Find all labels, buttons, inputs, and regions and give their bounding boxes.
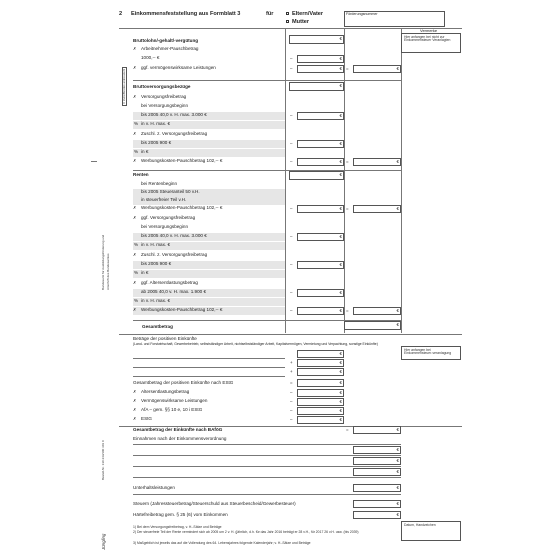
- versorgung-row-8-label: Werbungskosten-Pauschbetrag 102,-- €: [141, 158, 223, 163]
- positive-field-2[interactable]: €: [297, 359, 344, 367]
- section-number: 2: [119, 11, 123, 17]
- notes-text-1: Hier anfangen bei nicht zur Einkommensteuer Veranlagten: [404, 35, 451, 43]
- left-note-1: Bundesamt für Ausbildungsförderung und: [101, 234, 105, 290]
- versorgung-freibetrag-field[interactable]: €: [297, 112, 344, 120]
- versorgung-row-1-label: Versorgungsfreibetrag: [141, 94, 187, 99]
- renten-row-15-label: Werbungskosten-Pauschbetrag 102,-- €: [141, 307, 223, 312]
- renten-row-9-label: Zuschl. z. Versorgungsfreibetrag: [141, 252, 208, 257]
- einnahmen-field-2[interactable]: €: [353, 457, 401, 465]
- versorgung-row-4: [133, 121, 285, 129]
- renten-row-9-marker: ✗: [133, 252, 137, 257]
- versorgung-amount-field[interactable]: €: [289, 82, 344, 91]
- foerderungsnummer-label: Förderungsnummer: [346, 12, 378, 16]
- notes-box-1: [401, 33, 461, 53]
- brutto-row-2: [133, 55, 285, 63]
- rule-4: [119, 334, 462, 335]
- einnahmen-rule-4: [133, 477, 401, 478]
- unterhalt-field[interactable]: €: [353, 484, 401, 492]
- renten-row-15: [133, 307, 285, 315]
- positive-plus-1: +: [290, 360, 293, 365]
- brutto-row-3: [133, 65, 285, 73]
- positive-field-3[interactable]: €: [297, 368, 344, 376]
- rule-2: [133, 170, 401, 171]
- renten-row-5-label: ggf. Versorgungsfreibetrag: [141, 215, 196, 220]
- renten-row-9: [133, 252, 285, 260]
- brutto-title: Bruttolohn/-gehalt/-vergütung: [133, 38, 199, 43]
- renten-row-5: [133, 215, 285, 223]
- unterhalt-rule: [133, 494, 401, 495]
- column-divider-3: [401, 28, 402, 333]
- renten-row-11: [133, 270, 285, 278]
- renten-row-15-marker: ✗: [133, 307, 137, 312]
- versorgung-equals: =: [346, 159, 349, 164]
- renten-row-8: [133, 242, 285, 250]
- einnahmen-label: Einnahmen nach der Einkommensverordnung: [133, 436, 227, 441]
- positive-row-4-marker: ✗: [133, 416, 137, 421]
- renten-row-13: [133, 289, 285, 297]
- positive-gesamt-field[interactable]: €: [297, 379, 344, 387]
- positive-minus-1: –: [290, 390, 293, 395]
- positive-vl-field[interactable]: €: [297, 398, 344, 406]
- renten-amount-field[interactable]: €: [289, 171, 344, 180]
- renten-row-4-label: Werbungskosten-Pauschbetrag 102,-- €: [141, 205, 223, 210]
- versorgung-row-2: [133, 103, 285, 111]
- positive-row-2-marker: ✗: [133, 398, 137, 403]
- mutter-label: Mutter: [292, 19, 310, 25]
- eltern-checkbox[interactable]: [286, 12, 289, 15]
- versorgung-row-7-label: in €: [141, 149, 149, 154]
- einnahmen-rule-2: [133, 455, 401, 456]
- renten-minus-5: –: [290, 308, 293, 313]
- positive-title: Beträge der positiven Einkünfte: [133, 336, 197, 341]
- foerderungsnummer-field[interactable]: [344, 11, 445, 27]
- rule-1: [133, 80, 401, 81]
- positive-plus-2: +: [290, 369, 293, 374]
- renten-row-11-marker: %: [134, 270, 139, 275]
- brutto-result-field[interactable]: €: [353, 65, 401, 73]
- steuern-field[interactable]: €: [353, 500, 401, 508]
- versorgung-minus-1: –: [290, 113, 293, 118]
- versorgung-row-3-label: bis 2005 40,0 v. H. max. 3.000 €: [141, 112, 207, 117]
- renten-row-2: [133, 189, 285, 197]
- brutto-vl-field[interactable]: €: [297, 65, 344, 73]
- publisher-mark: Jüngling: [101, 533, 106, 550]
- einnahmen-field-1[interactable]: €: [353, 446, 401, 454]
- versorgung-row-4-marker: %: [134, 121, 139, 126]
- renten-row-2-label: bis 2005 Steueranteil 50 v.H.: [141, 189, 200, 194]
- steuern-label: Steuern (Jahressteuerbetrag/Steuerschuld aus Steuerbescheid/Gewerbesteuer): [133, 501, 296, 506]
- gesamtbetrag-label: Gesamtbetrag: [142, 324, 173, 329]
- renten-row-14-marker: %: [134, 298, 139, 303]
- positive-equals: =: [290, 380, 293, 385]
- renten-row-10: [133, 261, 285, 269]
- renten-result2-field[interactable]: €: [353, 307, 401, 315]
- brutto-row-1-label: Arbeitnehmer-Pauschbetrag: [141, 46, 199, 51]
- renten-row-11-label: in €: [141, 270, 149, 275]
- versorgung-zuschlag-field[interactable]: €: [297, 140, 344, 148]
- brutto-minus-2: –: [290, 66, 293, 71]
- fold-mark: [91, 161, 97, 162]
- brutto-minus-1: –: [290, 56, 293, 61]
- positive-row-2: [133, 398, 285, 406]
- zutreffendes-tag: X Zutreffendes ankreuzen!: [122, 68, 126, 104]
- brutto-row-3-marker: ✗: [133, 65, 137, 70]
- renten-minus-2: –: [290, 234, 293, 239]
- versorgung-row-5: [133, 131, 285, 139]
- brutto-row-3-label: ggf. vermögenswirksame Leistungen: [141, 65, 216, 70]
- versorgung-row-5-marker: ✗: [133, 131, 137, 136]
- renten-row-12-marker: ✗: [133, 280, 137, 285]
- versorgung-result-field[interactable]: €: [353, 158, 401, 166]
- haerte-field[interactable]: €: [353, 511, 401, 519]
- versorgung-title: Bruttoversorgungsbezüge: [133, 84, 191, 89]
- footnote-3: 3) Maßgeblich ist jeweils das auf die Vollendung des 64. Lebensjahres folgende Kalenderjahr; v. H.-Sätze und Beträge: [133, 541, 311, 545]
- renten-row-8-label: in v. H. max. €: [141, 242, 171, 247]
- versorgung-row-7-marker: %: [134, 149, 139, 154]
- versorgung-row-1: [133, 94, 285, 102]
- brutto-amount-field[interactable]: €: [289, 35, 344, 44]
- footnote-2: 2) Der steuerfreie Teil der Rente vermindert sich ab 2005 um 2 v. H. (jährlich, d.h. für das Jahr 2016 beträgt er 28 v.H., für 2017 26 v.H. usw. (bis 2039): [133, 530, 359, 534]
- renten-row-5-marker: ✗: [133, 215, 137, 220]
- versorgung-row-6-label: bis 2005 900 €: [141, 140, 172, 145]
- positive-minus-4: –: [290, 417, 293, 422]
- positive-row-3: [133, 407, 285, 415]
- positive-alters-field[interactable]: €: [297, 389, 344, 397]
- einnahmen-rule-1: [133, 444, 401, 445]
- column-divider-2: [344, 28, 345, 333]
- renten-equals: =: [346, 206, 349, 211]
- unterhalt-label: Unterhaltsleistungen: [133, 485, 175, 490]
- versorgung-row-8-marker: ✗: [133, 158, 137, 163]
- versorgung-row-6: [133, 140, 285, 148]
- left-note-3: Bestell-Nr. 130 243/100 301 0: [101, 440, 105, 480]
- renten-werbung-field[interactable]: €: [297, 205, 344, 213]
- mutter-checkbox[interactable]: [286, 20, 289, 23]
- positive-minus-3: –: [290, 408, 293, 413]
- pos-line-1: [133, 358, 285, 359]
- renten-row-12: [133, 280, 285, 288]
- left-note-2: Anschrift des Bundesamtes: [106, 253, 110, 290]
- versorgung-minus-3: –: [290, 159, 293, 164]
- positive-gesamt-label: Gesamtbetrag der positiven Einkünfte nach EStG: [133, 380, 234, 385]
- datum-box[interactable]: [401, 521, 461, 541]
- renten-minus-3: –: [290, 262, 293, 267]
- header-rule: [119, 28, 462, 29]
- renten-alters-field[interactable]: €: [297, 289, 344, 297]
- renten-row-8-marker: %: [134, 242, 139, 247]
- datum-label: Datum, Handzeichen: [404, 523, 436, 527]
- renten-row-14-label: in v. H. max. €: [141, 298, 171, 303]
- renten-row-1-label: bei Rentenbeginn: [141, 181, 178, 186]
- positive-row-1-marker: ✗: [133, 389, 137, 394]
- renten-row-7-label: bis 2005 40,0 v. H. max. 3.000 €: [141, 233, 207, 238]
- pos-line-2: [133, 367, 285, 368]
- einnahmen-rule-3: [133, 466, 401, 467]
- versorgung-row-2-label: bei Versorgungsbeginn: [141, 103, 188, 108]
- positive-afa-field[interactable]: €: [297, 407, 344, 415]
- versorgung-row-4-label: in v. H. max. €: [141, 121, 171, 126]
- versorgung-werbung-field[interactable]: €: [297, 158, 344, 166]
- einnahmen-field-3[interactable]: €: [353, 468, 401, 476]
- versorgung-row-1-marker: ✗: [133, 94, 137, 99]
- baf\u00f6g-gesamt-label: Gesamtbetrag der Einkünfte nach BAföG: [133, 427, 223, 432]
- renten-title: Renten: [133, 172, 149, 177]
- positive-row-4: [133, 416, 285, 424]
- positive-row-1-label: Altersentlastungsbetrag: [141, 389, 190, 394]
- renten-row-4: [133, 205, 285, 213]
- brutto-row-1: [133, 46, 285, 54]
- positive-row-3-marker: ✗: [133, 407, 137, 412]
- brutto-row-1-marker: ✗: [133, 46, 137, 51]
- renten-row-13-label: ab 2005 40,0 v. H. max. 1.900 €: [141, 289, 207, 294]
- versorgung-row-7: [133, 149, 285, 157]
- positive-row-4-label: EStG: [141, 416, 152, 421]
- brutto-equals: =: [346, 66, 349, 71]
- positive-row-3-label: AfA – gem. §§ 10 e, 10 i EStG: [141, 407, 203, 412]
- notes-box-2: [401, 346, 461, 360]
- bafoeg-equals: =: [346, 427, 349, 432]
- eltern-label: Eltern/Vater: [292, 11, 324, 17]
- renten-row-14: [133, 298, 285, 306]
- renten-row-4-marker: ✗: [133, 205, 137, 210]
- pos-line-3: [133, 376, 285, 377]
- positive-field-1[interactable]: €: [297, 350, 344, 358]
- versorgung-row-5-label: Zuschl. z. Versorgungsfreibetrag: [141, 131, 208, 136]
- renten-equals-2: =: [346, 308, 349, 313]
- column-divider-1: [285, 28, 286, 333]
- renten-row-7: [133, 233, 285, 241]
- renten-zuschlag-field[interactable]: €: [297, 261, 344, 269]
- footnote-1: 1) Bei dem Versorgungsfreibetrag, v. H.-Sätze und Beträge: [133, 525, 222, 529]
- brutto-row-2-label: 1000,-- €: [141, 55, 160, 60]
- positive-row-1: [133, 389, 285, 397]
- gesamtbetrag-field[interactable]: €: [344, 321, 401, 330]
- renten-row-12-label: ggf. Altersentlastungsbetrag: [141, 280, 198, 285]
- renten-row-10-label: bis 2005 900 €: [141, 261, 172, 266]
- renten-result-field[interactable]: €: [353, 205, 401, 213]
- renten-minus-1: –: [290, 206, 293, 211]
- fuer-label: für: [266, 11, 274, 17]
- renten-werbung2-field[interactable]: €: [297, 307, 344, 315]
- renten-row-1: [133, 181, 285, 189]
- bafoeg-gesamt-field[interactable]: €: [353, 426, 401, 434]
- versorgung-minus-2: –: [290, 141, 293, 146]
- positive-estg-field[interactable]: €: [297, 416, 344, 424]
- positive-row-2-label: Vermögenswirksame Leistungen: [141, 398, 208, 403]
- versorgung-row-3: [133, 112, 285, 120]
- renten-minus-4: –: [290, 290, 293, 295]
- form-title: Einkommensfeststellung aus Formblatt 3: [131, 11, 241, 17]
- vermerke-label: Vermerke: [420, 28, 438, 33]
- notes-text-2: Hier anfangen bei Einkommensteuer-veranlagung: [404, 348, 452, 356]
- haerte-label: Härtefreibetrag gem. § 25 (6) vom Einkommen: [133, 512, 228, 517]
- positive-subtitle: (Land- und Forstwirtschaft, Gewerbebetrieb, selbstständiger Arbeit, nichtselbstständiger Arbeit, Kapitalvermögen, Vermietung und Verpachtung, sonstige Einkünfte): [133, 342, 378, 346]
- renten-row-6-label: bei Versorgungsbeginn: [141, 224, 188, 229]
- brutto-pausch-field[interactable]: €: [297, 55, 344, 63]
- renten-freibetrag-field[interactable]: €: [297, 233, 344, 241]
- versorgung-row-8: [133, 158, 285, 166]
- renten-row-6: [133, 224, 285, 232]
- renten-row-3-label: in steuerfreier Teil v.H.: [141, 197, 187, 202]
- renten-row-3: [133, 197, 285, 205]
- positive-minus-2: –: [290, 399, 293, 404]
